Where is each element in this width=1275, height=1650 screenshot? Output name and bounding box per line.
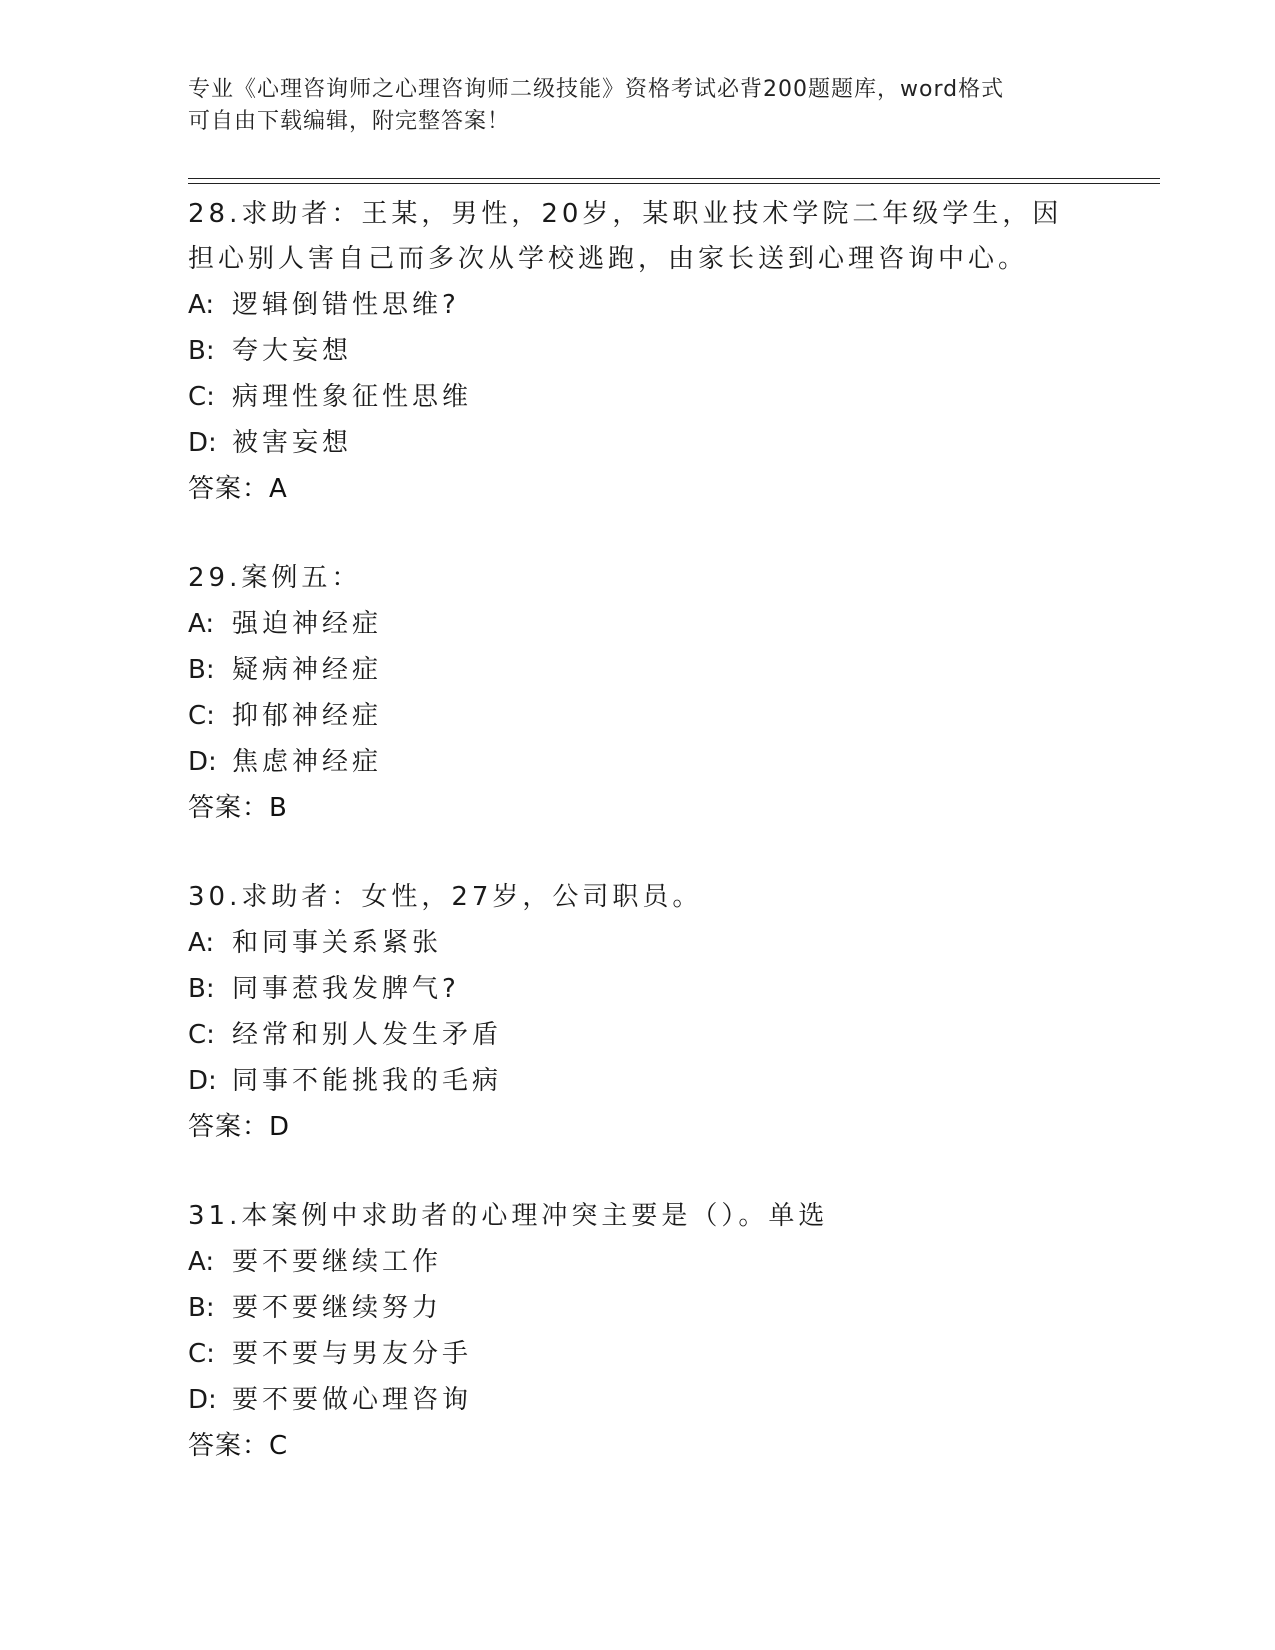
option-c [188, 374, 1088, 420]
option-letter: D: [188, 1066, 217, 1096]
option-letter: A: [188, 928, 215, 958]
answer-label: 答案：D [188, 1112, 291, 1142]
question-stem: 31.本案例中求助者的心理冲突主要是（）。单选 [188, 1201, 829, 1231]
option-c [188, 693, 1088, 739]
answer-label: 答案：B [188, 793, 288, 823]
option-text: 经常和别人发生矛盾 [232, 1020, 503, 1050]
question-stem: 30.求助者：女性，27岁，公司职员。 [188, 882, 703, 912]
option-letter: B: [188, 336, 215, 366]
option-d [188, 1377, 1088, 1423]
question-stem: 29.案例五： [188, 563, 362, 593]
question-28 [188, 192, 1088, 512]
question-29 [188, 556, 1088, 831]
option-b [188, 1285, 1088, 1331]
option-c [188, 1012, 1088, 1058]
option-letter: D: [188, 747, 217, 777]
document-header [188, 74, 1088, 138]
option-d [188, 739, 1088, 785]
option-b [188, 966, 1088, 1012]
option-letter: C: [188, 1020, 215, 1050]
option-text: 逻辑倒错性思维? [232, 290, 460, 320]
option-letter: C: [188, 701, 215, 731]
option-a [188, 1239, 1088, 1285]
option-a [188, 282, 1088, 328]
option-text: 焦虑神经症 [232, 747, 383, 777]
question-31 [188, 1194, 1088, 1469]
option-letter: C: [188, 382, 215, 412]
option-a [188, 601, 1088, 647]
option-text: 强迫神经症 [232, 609, 383, 639]
option-text: 要不要继续努力 [232, 1293, 443, 1323]
option-text: 要不要与男友分手 [232, 1339, 473, 1369]
question-list [188, 192, 1088, 1513]
option-letter: B: [188, 1293, 215, 1323]
option-text: 同事不能挑我的毛病 [232, 1066, 503, 1096]
question-stem: 28.求助者：王某，男性，20岁，某职业技术学院二年级学生，因担心别人害自己而多次从学校逃跑，由家长送到心理咨询中心。 [188, 199, 1063, 274]
option-letter: A: [188, 290, 215, 320]
option-text: 疑病神经症 [232, 655, 383, 685]
answer-label: 答案：A [188, 474, 288, 504]
header-line-1: 专业《心理咨询师之心理咨询师二级技能》资格考试必背200题题库，word格式 [188, 77, 1005, 102]
option-letter: A: [188, 1247, 215, 1277]
option-d [188, 1058, 1088, 1104]
option-letter: D: [188, 1385, 217, 1415]
header-line-2: 可自由下载编辑，附完整答案！ [188, 109, 511, 134]
option-d [188, 420, 1088, 466]
question-30 [188, 875, 1088, 1150]
option-text: 和同事关系紧张 [232, 928, 443, 958]
option-c [188, 1331, 1088, 1377]
header-divider-top [188, 178, 1160, 179]
option-b [188, 328, 1088, 374]
option-letter: B: [188, 655, 215, 685]
option-text: 要不要做心理咨询 [232, 1385, 473, 1415]
option-text: 抑郁神经症 [232, 701, 383, 731]
answer-label: 答案：C [188, 1431, 289, 1461]
option-letter: A: [188, 609, 215, 639]
option-text: 夸大妄想 [232, 336, 353, 366]
option-text: 被害妄想 [232, 428, 353, 458]
option-text: 要不要继续工作 [232, 1247, 443, 1277]
option-letter: D: [188, 428, 217, 458]
option-text: 同事惹我发脾气? [232, 974, 460, 1004]
header-divider-bottom [188, 183, 1160, 184]
option-letter: C: [188, 1339, 215, 1369]
option-text: 病理性象征性思维 [232, 382, 473, 412]
option-a [188, 920, 1088, 966]
option-letter: B: [188, 974, 215, 1004]
option-b [188, 647, 1088, 693]
